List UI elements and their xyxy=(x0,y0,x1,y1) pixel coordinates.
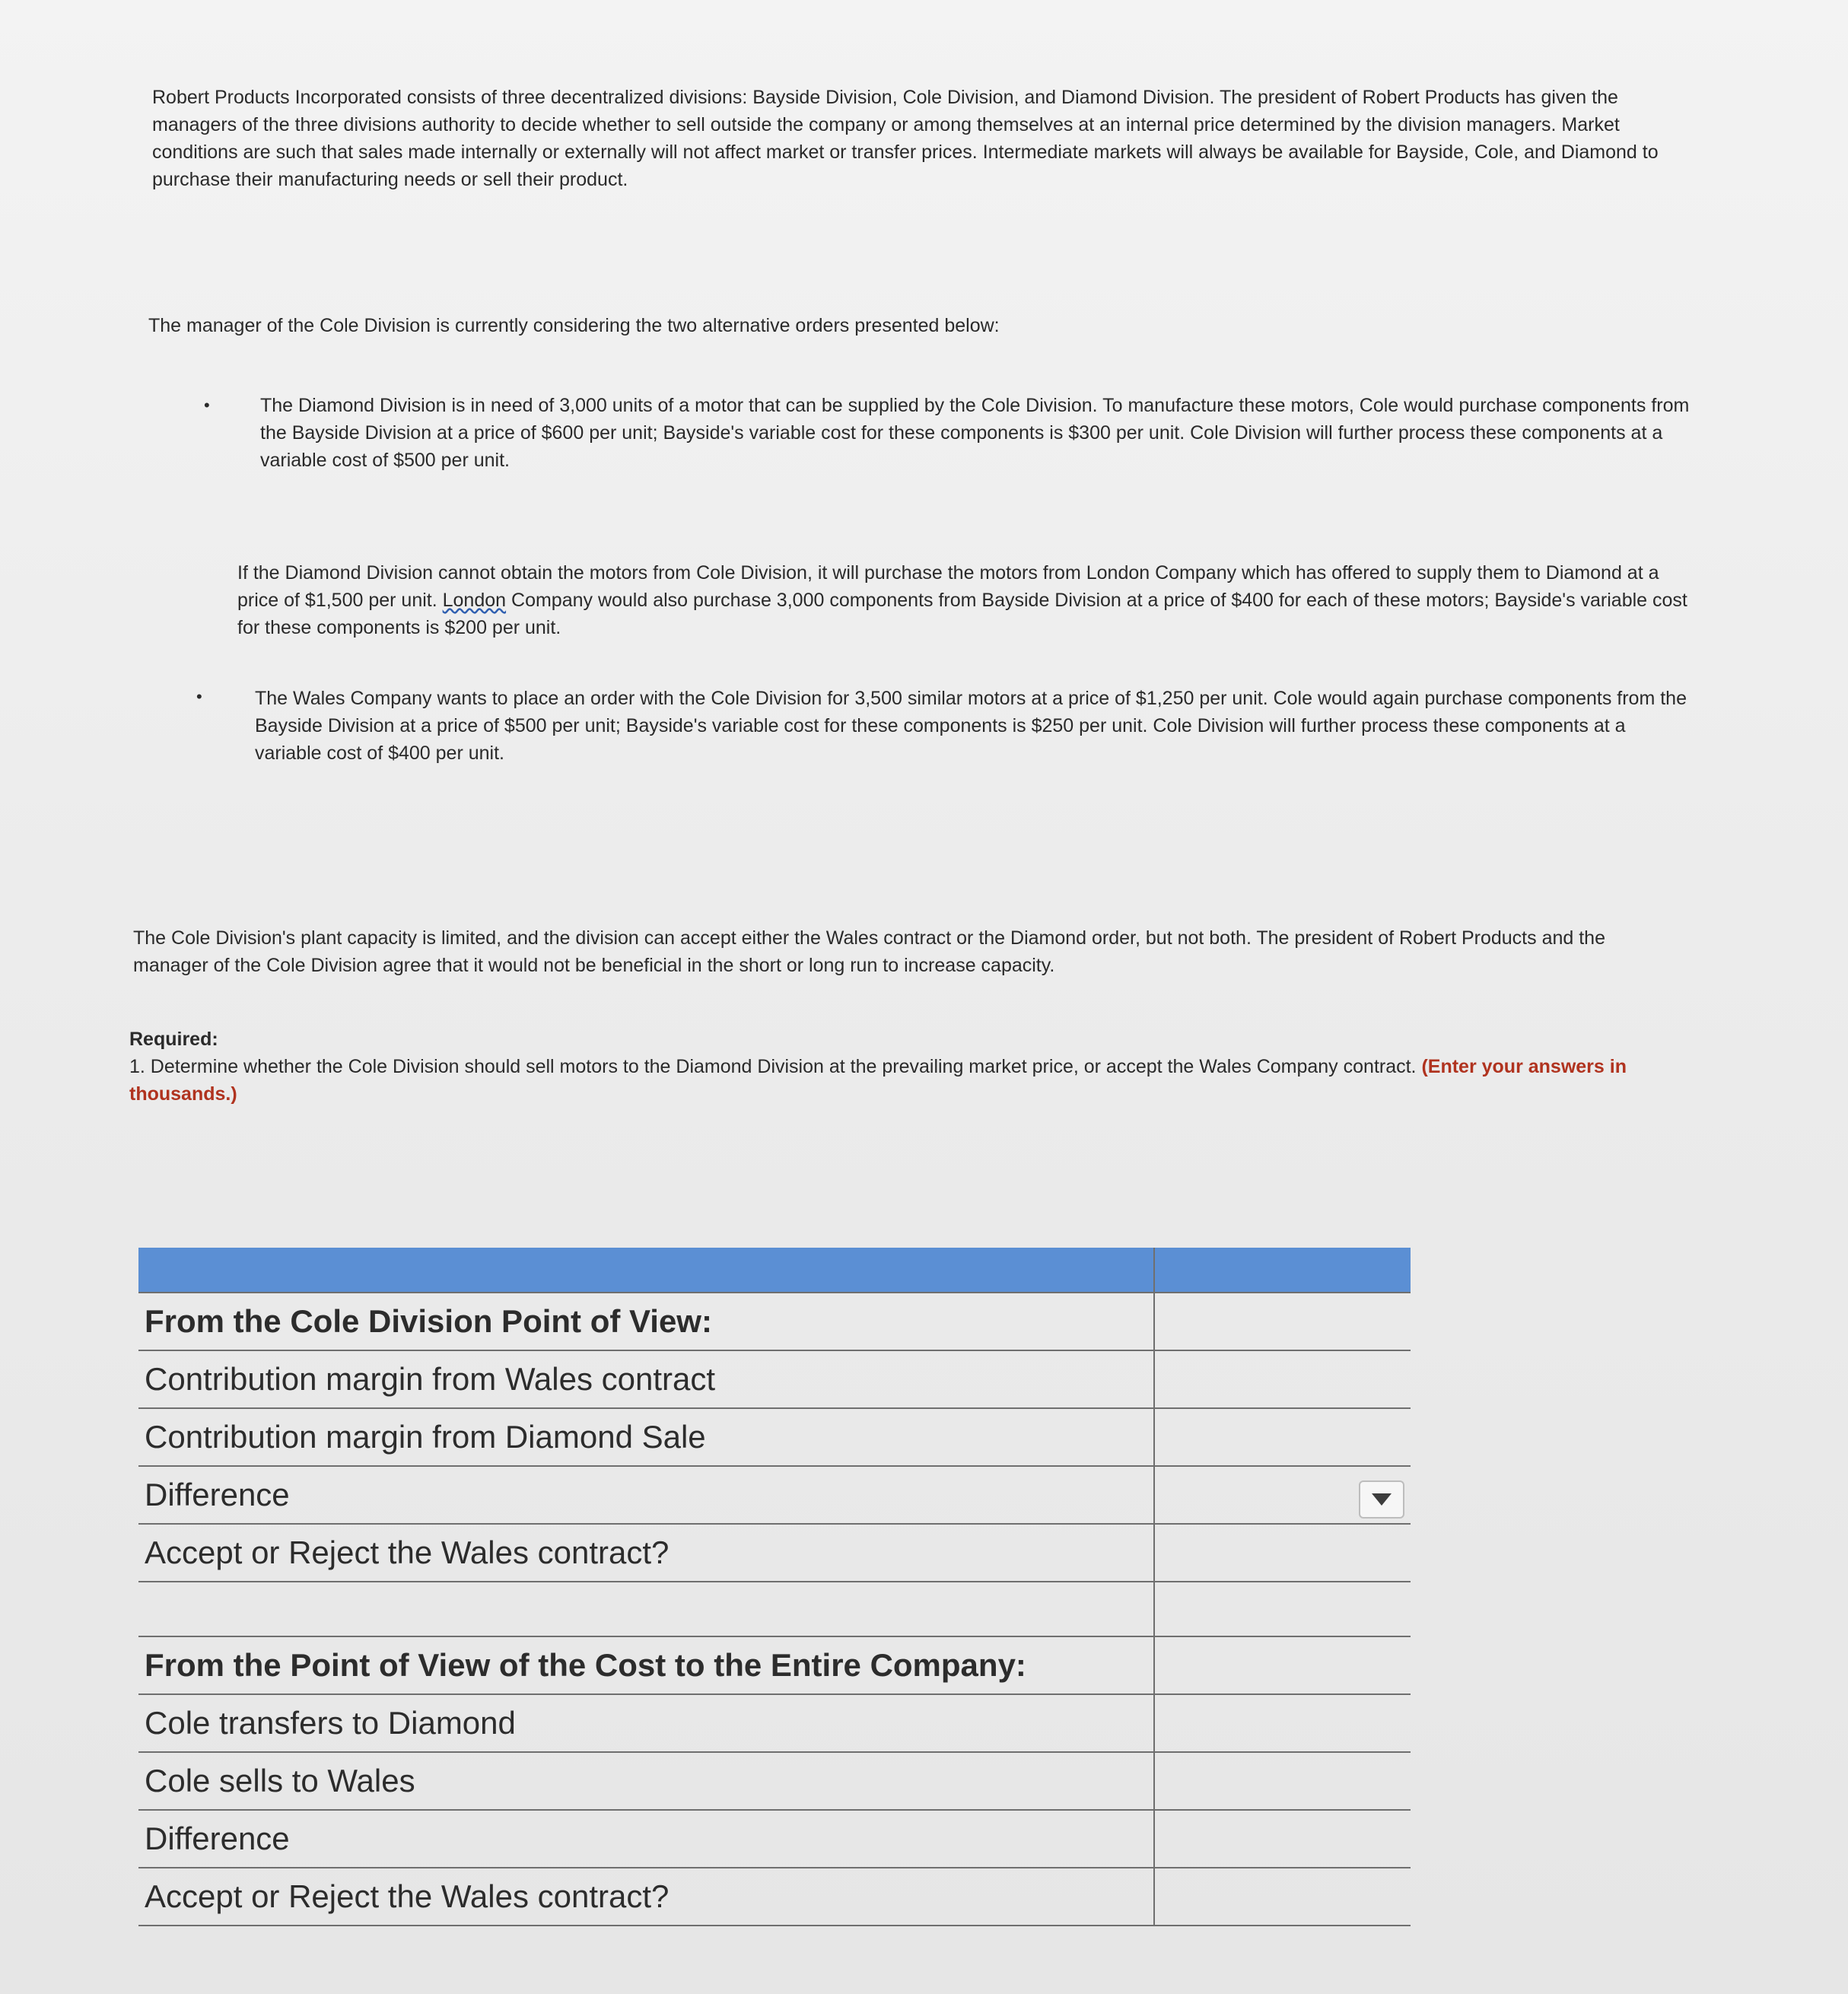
table-row xyxy=(138,1524,1411,1582)
company-view-section-row xyxy=(138,1636,1411,1694)
difference-label-1: Difference xyxy=(138,1466,1154,1524)
table-header-value-cell xyxy=(1154,1248,1411,1293)
difference-label-2: Difference xyxy=(138,1810,1154,1868)
table-row xyxy=(138,1350,1411,1408)
diamond-order-bullet: The Diamond Division is in need of 3,000 units of a motor that can be supplied by the Cole Division. To manufacture these motors, Cole would purchase components from the Bayside Division at a price of $600 per unit; Bayside's variable cost for these components is $300 per unit. Cole Division will further process these components at a variable cost of $500 per unit. xyxy=(260,395,1690,471)
intro-paragraph: Robert Products Incorporated consists of three decentralized divisions: Bayside Division, Cole Division, and Diamond Division. The president of Robert Products has given the managers of the three divisions authority to decide whether to sell outside the company or among themselves at an internal price determined by the division managers. Market conditions are such that sales made internally or externally will not affect market or transfer prices. Intermediate markets will always be available for Bayside, Cole, and Diamond to purchase their manufacturing needs or sell their product. xyxy=(152,87,1659,190)
required-title: Required: xyxy=(129,1029,218,1050)
london-word: London xyxy=(442,590,507,611)
spacer-value-cell xyxy=(1154,1582,1411,1636)
difference-input-2[interactable] xyxy=(1154,1810,1411,1868)
table-row xyxy=(138,1868,1411,1926)
accept-reject-select-2[interactable] xyxy=(1154,1868,1411,1926)
london-text-end: Company would also purchase 3,000 components from Bayside Division at a price of $400 for each of these motors; Bayside's variable cost for these components is $200 per unit. xyxy=(237,590,1687,638)
diamond-cm-label: Contribution margin from Diamond Sale xyxy=(138,1408,1154,1466)
spacer-label-cell xyxy=(138,1582,1154,1636)
london-paragraph xyxy=(237,559,1698,641)
chevron-down-icon xyxy=(1372,1493,1392,1506)
capacity-paragraph: The Cole Division's plant capacity is limited, and the division can accept either the Wales contract or the Diamond order, but not both. The president of Robert Products and the manager of the Cole Division agree that it would not be beneficial in the short or long run to increase capacity. xyxy=(133,927,1605,976)
table-row xyxy=(138,1408,1411,1466)
answer-table xyxy=(138,1248,1411,1926)
considering-paragraph: The manager of the Cole Division is currently considering the two alternative orders presented below: xyxy=(148,315,1000,336)
table-row xyxy=(138,1810,1411,1868)
cole-view-title: From the Cole Division Point of View: xyxy=(138,1293,1154,1350)
company-view-value-cell xyxy=(1154,1636,1411,1694)
wales-cm-label: Contribution margin from Wales contract xyxy=(138,1350,1154,1408)
table-header-row xyxy=(138,1248,1411,1293)
table-row xyxy=(138,1466,1411,1524)
table-row xyxy=(138,1752,1411,1810)
difference-input-1[interactable] xyxy=(1154,1466,1411,1524)
sells-label: Cole sells to Wales xyxy=(138,1752,1154,1810)
wales-order-bullet: The Wales Company wants to place an order with the Cole Division for 3,500 similar motors at a price of $1,250 per unit. Cole would again purchase components from the Bayside Division at a price of $500 per unit; Bayside's variable cost for these components is $250 per unit. Cole Division will further process these components at a variable cost of $400 per unit. xyxy=(255,688,1687,764)
bullet-marker-1: • xyxy=(204,396,210,415)
bullet-marker-2: • xyxy=(196,687,202,706)
required-section xyxy=(129,1026,1697,1108)
cole-view-value-cell xyxy=(1154,1293,1411,1350)
accept-reject-label-2: Accept or Reject the Wales contract? xyxy=(138,1868,1154,1926)
required-question: 1. Determine whether the Cole Division should sell motors to the Diamond Division at the prevailing market price, or accept the Wales Company contract. xyxy=(129,1056,1422,1077)
london-text-start: If the Diamond Division cannot obtain the motors from Cole Division, it will purchase the motors from London Company which has offered to supply them to Diamond at a price of $1,500 per unit. xyxy=(237,562,1659,611)
table-row xyxy=(138,1694,1411,1752)
accept-reject-label-1: Accept or Reject the Wales contract? xyxy=(138,1524,1154,1582)
table-header-label-cell xyxy=(138,1248,1154,1293)
transfers-input[interactable] xyxy=(1154,1694,1411,1752)
required-hint: (Enter your answers in thousands.) xyxy=(129,1056,1627,1105)
wales-cm-input[interactable] xyxy=(1154,1350,1411,1408)
transfers-label: Cole transfers to Diamond xyxy=(138,1694,1154,1752)
company-view-title: From the Point of View of the Cost to the Entire Company: xyxy=(138,1636,1154,1694)
accept-reject-select-1[interactable] xyxy=(1154,1524,1411,1582)
sells-input[interactable] xyxy=(1154,1752,1411,1810)
cole-view-section-row xyxy=(138,1293,1411,1350)
diamond-cm-input[interactable] xyxy=(1154,1408,1411,1466)
difference-dropdown[interactable] xyxy=(1359,1480,1404,1519)
table-spacer-row xyxy=(138,1582,1411,1636)
